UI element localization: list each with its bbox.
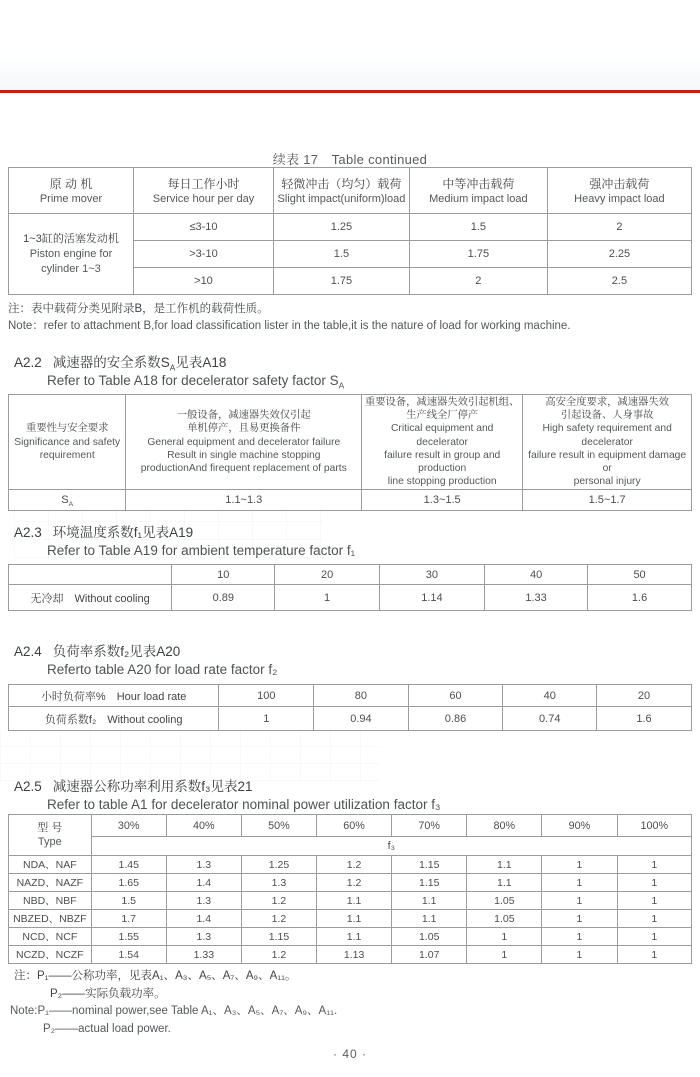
header-en: Medium impact load xyxy=(429,192,528,205)
cell-value: 1.15 xyxy=(392,856,467,874)
header-prime-mover xyxy=(9,168,134,214)
header-en: failure result in equipment damage or xyxy=(528,449,687,475)
header-significance xyxy=(9,395,126,490)
table-row xyxy=(9,585,692,611)
section-number: A2.5 xyxy=(14,779,42,794)
bottom-notes xyxy=(10,968,338,1038)
section-number: A2.2 xyxy=(14,355,42,370)
cell-value: 20 xyxy=(597,685,692,707)
page-bleedthrough-artifact xyxy=(0,731,380,781)
cell-en: Piston engine for xyxy=(29,247,113,260)
cell-value: 0.89 xyxy=(172,585,275,611)
cell-value: 1.1 xyxy=(317,892,392,910)
note-line: Note:P₁——nominal power,see Table A₁、A₃、A₅、A₇、A₉、A₁₁. xyxy=(10,1005,338,1017)
cell-type-label: NBZED、NBZF xyxy=(9,910,92,928)
header-type xyxy=(9,815,92,856)
cell-value: 1.33 xyxy=(485,585,588,611)
cell-value: 1.05 xyxy=(392,928,467,946)
heading-text: Referto table A20 for load rate factor f₂ xyxy=(47,662,278,677)
cell-value: 0.74 xyxy=(503,707,597,731)
cell-row-label: 无冷却 Without cooling xyxy=(9,585,172,611)
cell-value: 1.45 xyxy=(91,856,166,874)
header-general-equipment xyxy=(126,395,362,490)
cell-value: 1.7 xyxy=(91,910,166,928)
cell-value: 0.94 xyxy=(314,707,408,731)
cell-value: 1.3~1.5 xyxy=(362,490,523,511)
header-en: requirement xyxy=(39,449,95,461)
cell-value: 1.54 xyxy=(91,946,166,964)
table-a19 xyxy=(8,564,692,611)
header-cn: 单机停产，且易更换备件 xyxy=(187,423,301,435)
table17-notes xyxy=(8,301,571,335)
cell-value: 60 xyxy=(408,685,503,707)
cell-value: 1.2 xyxy=(241,910,316,928)
cell-value: 1.4 xyxy=(166,910,241,928)
section-heading-en xyxy=(14,661,277,678)
heading-text: 减速器公称功率利用系数f₃见表21 xyxy=(52,779,253,794)
heading-text: 环境温度系数f₁见表A19 xyxy=(52,525,194,540)
cell-value: 1.33 xyxy=(166,946,241,964)
section-heading-en xyxy=(14,372,344,389)
section-number: A2.4 xyxy=(14,644,42,659)
table-a20 xyxy=(8,684,692,731)
cell-value: 1.13 xyxy=(317,946,392,964)
header-pct: 60% xyxy=(317,815,392,837)
cell-hours: ≤3-10 xyxy=(133,214,273,241)
header-pct: 30% xyxy=(91,815,166,837)
heading-text: 见表A18 xyxy=(175,355,227,370)
heading-text: Refer to table A1 for decelerator nominal power utilization factor f₃ xyxy=(47,797,441,812)
cell-type-label: NDA、NAF xyxy=(9,856,92,874)
table-row xyxy=(9,565,692,585)
header-en: Significance and safety xyxy=(14,436,121,448)
table-row xyxy=(9,490,692,511)
cell-value: 1.5~1.7 xyxy=(523,490,692,511)
header-medium-impact xyxy=(409,168,547,214)
cell-value: 1.4 xyxy=(166,874,241,892)
header-critical-equipment xyxy=(362,395,523,490)
table-row xyxy=(9,214,692,241)
cell-value: 1.14 xyxy=(379,585,484,611)
note-line: P₂——actual load power. xyxy=(43,1022,171,1035)
label-text: S xyxy=(61,494,69,507)
header-en: Critical equipment and decelerator xyxy=(390,423,494,448)
cell-value: 1 xyxy=(219,707,314,731)
cell-type-label: NAZD、NAZF xyxy=(9,874,92,892)
header-en: line stopping production xyxy=(387,476,497,488)
note-en: Note：refer to attachment B,for load classification lister in the table,it is the nature of load for working machine. xyxy=(8,320,571,332)
cell-value: 1 xyxy=(617,874,691,892)
header-cn: 重要设备，减速器失效引起机组、 xyxy=(364,397,520,408)
cell-value: 1 xyxy=(275,585,379,611)
header-en: failure result in group and production xyxy=(384,449,501,475)
header-en: Service hour per day xyxy=(152,192,255,205)
header-cn: 生产线全厂停产 xyxy=(406,410,479,422)
cell-value: 1.3 xyxy=(166,856,241,874)
header-slight-impact xyxy=(273,168,409,214)
cell-hours: >3-10 xyxy=(133,241,273,268)
table-a21-wrap xyxy=(8,814,692,964)
cell-value: 1.1~1.3 xyxy=(126,490,362,511)
table-a19-wrap xyxy=(8,564,692,611)
header-en: Slight impact(uniform)load xyxy=(277,192,406,205)
header-en: Prime mover xyxy=(39,192,103,205)
cell-value: 1 xyxy=(617,910,691,928)
header-high-safety xyxy=(523,395,692,490)
cell-value: 1 xyxy=(542,892,617,910)
cell-cn: 1~3缸的活塞发动机 xyxy=(23,232,119,245)
section-heading-en xyxy=(14,542,355,559)
note-cn: 注：表中载荷分类见附录B，是工作机的载荷性质。 xyxy=(8,303,269,315)
cell-value: 1 xyxy=(542,910,617,928)
table-row xyxy=(9,707,692,731)
subscript: A xyxy=(338,380,345,391)
table-17-continued-wrap xyxy=(8,167,692,295)
heading-text: 减速器的安全系数S xyxy=(52,355,170,370)
header-cn: 中等冲击载荷 xyxy=(442,176,515,191)
table-row xyxy=(9,874,692,892)
header-pct: 100% xyxy=(617,815,691,837)
cell-value: 1 xyxy=(617,946,691,964)
cell-value: 40 xyxy=(503,685,597,707)
cell-value: 1.3 xyxy=(166,928,241,946)
cell-value: 1 xyxy=(617,856,691,874)
header-cn: 一般设备，减速器失效仅引起 xyxy=(176,410,311,422)
subscript: A xyxy=(169,362,176,373)
cell-value: 1.6 xyxy=(588,585,692,611)
header-en: personal injury xyxy=(573,476,641,488)
header-heavy-impact xyxy=(547,168,691,214)
note-line: 注：P₁——公称功率，见表A₁、A₃、A₅、A₇、A₉、A₁₁。 xyxy=(14,970,297,982)
heading-text: Refer to Table A18 for decelerator safety factor S xyxy=(47,373,339,388)
cell-temp: 30 xyxy=(379,565,484,585)
section-number: A2.3 xyxy=(14,525,42,540)
cell-value: 1.65 xyxy=(91,874,166,892)
cell-value: 1.15 xyxy=(241,928,316,946)
section-heading-cn xyxy=(14,643,277,660)
cell-value: 2.25 xyxy=(547,241,691,268)
table-row xyxy=(9,856,692,874)
header-pct: 40% xyxy=(166,815,241,837)
cell-value: 1.5 xyxy=(91,892,166,910)
header-pct: 90% xyxy=(542,815,617,837)
header-en: Result in single machine stopping xyxy=(167,449,321,461)
header-en: Heavy impact load xyxy=(574,192,665,205)
cell-value: 1.6 xyxy=(597,707,692,731)
cell-value: 1.1 xyxy=(467,874,542,892)
table-17-continued xyxy=(8,167,692,295)
cell-type-label: NCZD、NCZF xyxy=(9,946,92,964)
cell-value: 1.5 xyxy=(273,241,409,268)
header-en: Type xyxy=(37,836,62,848)
cell-value: 1 xyxy=(542,856,617,874)
table-row xyxy=(9,928,692,946)
table-row xyxy=(9,910,692,928)
table-a18-wrap xyxy=(8,394,692,511)
table-row xyxy=(9,946,692,964)
cell-value: 0.86 xyxy=(408,707,503,731)
section-a2-5-heading xyxy=(14,778,440,813)
cell-row-label: 负荷系数f₂ Without cooling xyxy=(9,707,219,731)
table-a20-wrap xyxy=(8,684,692,731)
cell-value: 1.75 xyxy=(273,268,409,295)
section-heading-cn xyxy=(14,524,355,541)
cell-value: 1.55 xyxy=(91,928,166,946)
cell-f3-span: f₃ xyxy=(91,837,691,856)
cell-value: 1 xyxy=(542,928,617,946)
table-continued-title: 续表 17 Table continued xyxy=(272,152,428,167)
cell-value: 2 xyxy=(409,268,547,295)
cell-value: 1.05 xyxy=(467,892,542,910)
cell-type-label: NBD、NBF xyxy=(9,892,92,910)
header-cn: 轻微冲击（均匀）载荷 xyxy=(281,176,402,191)
cell-temp: 20 xyxy=(275,565,379,585)
cell-value: 1.1 xyxy=(317,928,392,946)
header-en: High safety requirement and decelerator xyxy=(542,423,672,448)
cell-value: 1.15 xyxy=(392,874,467,892)
table-row xyxy=(9,815,692,837)
cell-value: 1 xyxy=(617,892,691,910)
section-a2-3-heading xyxy=(14,524,355,559)
cell-value: 1.2 xyxy=(317,856,392,874)
cell-value: 1.1 xyxy=(392,910,467,928)
section-heading-en xyxy=(14,796,440,813)
heading-text: Refer to Table A19 for ambient temperature factor f₁ xyxy=(47,543,356,558)
header-cn: 原 动 机 xyxy=(49,176,93,191)
cell-value: 1.25 xyxy=(241,856,316,874)
header-cn: 强冲击载荷 xyxy=(589,176,650,191)
red-divider-line xyxy=(0,90,700,93)
cell-prime-mover-group xyxy=(9,214,134,295)
header-cn: 引起设备、人身事故 xyxy=(560,410,654,422)
cell-en: cylinder 1~3 xyxy=(41,262,101,275)
header-cn: 重要性与安全要求 xyxy=(26,423,109,435)
table-row xyxy=(9,168,692,214)
cell-empty xyxy=(9,565,172,585)
cell-type-label: NCD、NCF xyxy=(9,928,92,946)
cell-hours: >10 xyxy=(133,268,273,295)
table-a18 xyxy=(8,394,692,511)
cell-value: 1.1 xyxy=(392,892,467,910)
header-cn: 每日工作小时 xyxy=(167,176,240,191)
cell-value: 1.05 xyxy=(467,910,542,928)
cell-value: 1.5 xyxy=(409,214,547,241)
header-pct: 50% xyxy=(241,815,316,837)
cell-value: 1.75 xyxy=(409,241,547,268)
cell-value: 1.07 xyxy=(392,946,467,964)
section-a2-4-heading xyxy=(14,643,277,678)
cell-value: 1.2 xyxy=(241,946,316,964)
cell-temp: 40 xyxy=(485,565,588,585)
table-row xyxy=(9,837,692,856)
cell-value: 1.3 xyxy=(241,874,316,892)
table-a21 xyxy=(8,814,692,964)
header-service-hour xyxy=(133,168,273,214)
subscript: A xyxy=(68,501,74,509)
section-a2-2-heading xyxy=(14,354,344,389)
header-en: General equipment and decelerator failure xyxy=(147,436,341,448)
cell-sa-label xyxy=(9,490,126,511)
cell-value: 2 xyxy=(547,214,691,241)
cell-value: 1.2 xyxy=(241,892,316,910)
section-heading-cn xyxy=(14,354,344,371)
note-line: P₂——实际负载功率。 xyxy=(50,987,166,1000)
cell-value: 1 xyxy=(617,928,691,946)
cell-value: 1.1 xyxy=(467,856,542,874)
cell-value: 1 xyxy=(542,874,617,892)
cell-value: 1 xyxy=(542,946,617,964)
header-cn: 高安全度要求，减速器失效 xyxy=(545,397,669,408)
cell-value: 1.25 xyxy=(273,214,409,241)
cell-value: 80 xyxy=(314,685,408,707)
table-row xyxy=(9,892,692,910)
header-cn: 型 号 xyxy=(37,822,63,834)
section-heading-cn xyxy=(14,778,440,795)
cell-temp: 50 xyxy=(588,565,692,585)
cell-value: 1.3 xyxy=(166,892,241,910)
table-row xyxy=(9,395,692,490)
cell-value: 1 xyxy=(467,928,542,946)
page-number: · 40 · xyxy=(332,1047,367,1061)
header-pct: 70% xyxy=(392,815,467,837)
header-pct: 80% xyxy=(467,815,542,837)
cell-value: 1.1 xyxy=(317,910,392,928)
heading-text: 负荷率系数f₂见表A20 xyxy=(52,644,181,659)
cell-value: 100 xyxy=(219,685,314,707)
cell-row-label: 小时负荷率% Hour load rate xyxy=(9,685,219,707)
cell-value: 1.2 xyxy=(317,874,392,892)
scan-tint-band xyxy=(0,52,700,91)
header-en: productionAnd firequent replacement of parts xyxy=(140,463,347,475)
table-row xyxy=(9,685,692,707)
cell-value: 1 xyxy=(467,946,542,964)
cell-value: 2.5 xyxy=(547,268,691,295)
cell-temp: 10 xyxy=(172,565,275,585)
